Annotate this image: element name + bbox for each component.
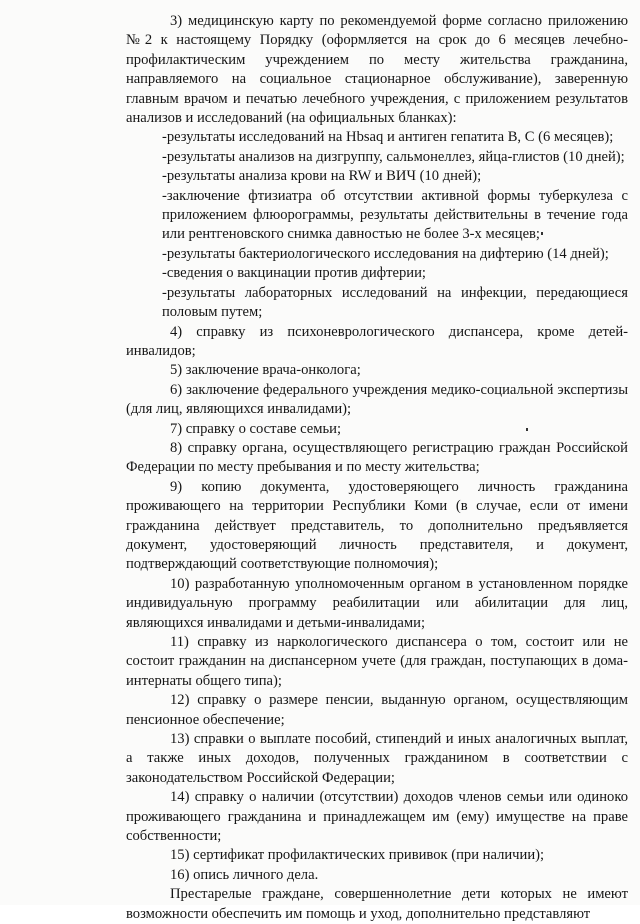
- item-5: 5) заключение врача-онколога;: [170, 362, 361, 379]
- scan-speck: [541, 232, 543, 235]
- document-body: [126, 12, 628, 924]
- item-8: 8) справку органа, осуществляющего регистрацию граждан Российской Федерации по месту пребывания и по месту жительства;: [126, 439, 628, 476]
- bullet-diphtheria-vaccine: -сведения о вакцинации против дифтерии;: [162, 265, 426, 282]
- scan-speck: [526, 428, 528, 431]
- item-14: 14) справку о наличии (отсутствии) доходов членов семьи или одиноко проживающего гражданина и принадлежащем им (ему) имуществе на праве собственности;: [126, 789, 628, 845]
- item-9: 9) копию документа, удостоверяющего личность гражданина проживающего на территории Республики Коми (в случае, если от имени гражданина действует представитель, то дополнительно предъявляется документ, удостоверяющий личность представителя, и документ, подтверждающий соответствующие полномочия);: [126, 478, 628, 573]
- item-13: 13) справки о выплате пособий, стипендий и иных аналогичных выплат, а также иных доходов, полученных гражданином в соответствии с законодательством Российской Федерации;: [126, 731, 628, 786]
- bullet-sti-tests: -результаты лабораторных исследований на инфекции, передающиеся половым путем;: [162, 284, 628, 321]
- item-3-medical-card: 3) медицинскую карту по рекомендуемой форме согласно приложению №2 к настоящему Порядку (оформляется на срок до 6 месяцев лечебно-профилактическим учреждением по месту жительства гражданина, направляемого на социальное стационарное обслуживание), заверенную главным врачом и печатью лечебного учреждения, с приложением результатов анализов и исследований (на официальных бланках):: [126, 13, 628, 127]
- item-12: 12) справку о размере пенсии, выданную органом, осуществляющим пенсионное обеспечение;: [126, 692, 628, 728]
- bullet-tb-conclusion: -заключение фтизиатра об отсутствии активной формы туберкулеза с приложением флюорограммы, результаты действительны в течение года или рентгеновского снимка давностью не более 3-х месяцев;: [162, 187, 628, 243]
- item-10: 10) разработанную уполномоченным органом в установленном порядке индивидуальную программу реабилитации или абилитации для лиц, являющихся инвалидами и детьми-инвалидами;: [126, 575, 628, 631]
- item-4: 4) справку из психоневрологического диспансера, кроме детей-инвалидов;: [126, 323, 628, 359]
- item-11: 11) справку из наркологического диспансера о том, состоит или не состоит гражданин на диспансерном учете (для граждан, поступающих в дома-интернаты общего типа);: [126, 634, 628, 689]
- bullet-diphtheria-study: -результаты бактериологического исследования на дифтерию (14 дней);: [162, 245, 609, 262]
- bullet-hepatitis-tests: -результаты исследований на Hbsaq и антиген гепатита В, С (6 месяцев);: [162, 129, 614, 146]
- item-6: 6) заключение федерального учреждения медико-социальной экспертизы (для лиц, являющихся инвалидами);: [126, 381, 628, 418]
- bullet-dysgroup-tests: -результаты анализов на дизгруппу, сальмонеллез, яйца-глистов (10 дней);: [162, 148, 625, 165]
- item-15: 15) сертификат профилактических прививок (при наличии);: [170, 847, 545, 864]
- elderly-citizens-paragraph: Престарелые граждане, совершеннолетние дети которых не имеют возможности обеспечить им помощь и уход, дополнительно представляют: [126, 886, 628, 922]
- item-7: 7) справку о составе семьи;: [170, 420, 341, 437]
- item-16: 16) опись личного дела.: [170, 866, 319, 883]
- bullet-blood-tests: -результаты анализа крови на RW и ВИЧ (10 дней);: [162, 168, 482, 185]
